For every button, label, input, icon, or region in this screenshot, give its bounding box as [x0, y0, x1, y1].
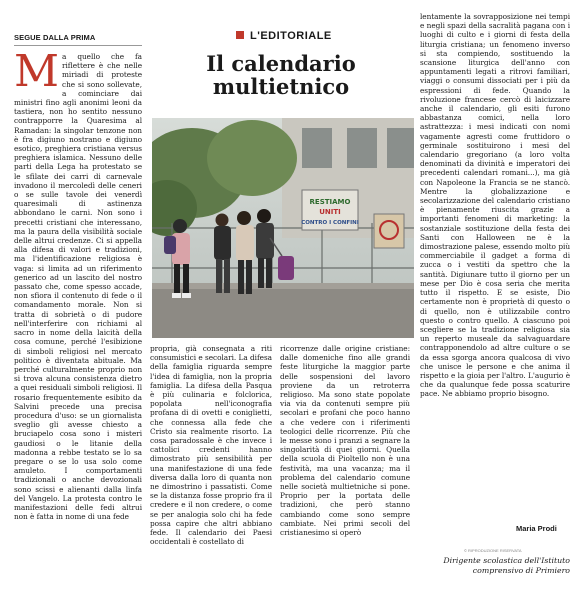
copyright-credit: © RIPRODUZIONE RISERVATA — [464, 548, 522, 553]
article-column-4 — [420, 12, 570, 399]
author-name: Maria Prodi — [516, 524, 557, 533]
svg-text:CONTRO I CONFINI: CONTRO I CONFINI — [301, 220, 359, 226]
svg-text:UNITI: UNITI — [319, 208, 341, 216]
title-line-1: Il calendario — [206, 51, 356, 76]
drop-cap: M — [14, 46, 60, 97]
kicker-square-icon — [236, 31, 244, 39]
kicker-label: L'EDITORIALE — [250, 30, 332, 42]
article-column-1 — [14, 46, 142, 522]
column-2-text: propria, già consegnata a riti consumistici e secolari. La difesa della famiglia riguarda sempre l'idea di famiglia, non la propria famiglia. La difesa della Pasqua è più culinaria e folclorica, popolata nell'iconografia profana di di ovetti e coniglietti, che connessa alla fede che Cristo sia realmente risorto. La cosa paradossale è che invece i cattolici credenti hanno dimostrato più sensibilità per una manifestazione di una fede diversa dalla loro di quanta non ne dimostrino i passatisti. Come se la distanza fosse proprio fra il credere e il non credere, o come se per analogia solo chi ha fede possa capire che altri abbiano fede. Il calendario dei Paesi occidentali è costellato di — [150, 344, 272, 547]
author-role: Dirigente scolastica dell'Istituto comprensivo di Primiero — [443, 556, 570, 575]
column-4-text: lentamente la sovrapposizione nei tempi e negli spazi della sacralità pagana con i luoghi di culto e i giorni di festa della liturgia cristiana; un fenomeno inverso si sta compiendo, sostituendo la scansione liturgica dell'anno con appuntamenti legati a ritrovi familiari, viaggi o consumi dissociati per i più da espressioni di fede. Quando la rivoluzione francese cercò di laicizzare anche il calendario, gli esiti furono abbastanza comici, nella loro astrattezza: i mesi indicati con nomi vagamente agresti come fruttidoro o germinale sostituirono i mesi del calendario gregoriano (a loro volta denominati da divinità e imperatori dei precedenti calendari romani...), ma già con Napoleone la Francia se ne stancò. Mentre la globalizzazione e secolarizzazione del calendario cristiano è pienamente riuscita grazie a importanti fenomeni di marketing: la sostanziale sostituzione della festa dei Santi con Halloween ne è la dimostrazione palese, essendo molto più commerciabile il gadget a forma di zucca o i vestiti da spettro che la santità. Digiunare tutto il giorno per un mese per Dio è cosa seria che merita tutto il rispetto. E se esiste, Dio certamente non è proprietà di questo o di quello, non è utilizzabile contro questo o contro quello. A ciascuno poi scegliere se la tradizione religiosa sia un reperto museale da salvaguardare contrapponendolo ad altre culture o se da essa sgorga ancora qualcosa di vivo che unisce le persone e che anima il rispetto e la gioia per l'altro. L'augurio è che da qualunque fede possa scaturire pace. Ne abbiamo proprio bisogno. — [420, 12, 570, 399]
column-3-text: ricorrenze dalle origine cristiane: dalle domeniche fino alle grandi feste liturgiche la maggior parte delle sospensioni del lavoro proviene da un retroterra religioso. Ma sono state popolate via via da contenuti sempre più secolari e profani che poco hanno a che vedere con i riferimenti teologici delle ricorrenze. Più che le messe sono i pranzi a segnare la singolarità di quei giorni. Quella della scuola di Pioltello non è una festività, ma una vacanza; ma il problema del calendario comune nelle società multietniche si pone. Proprio per la portata delle tradizioni, che però stanno cambiando come sono sempre cambiate. Nei primi secoli del cristianesimo si operò — [280, 344, 410, 538]
section-label: SEGUE DALLA PRIMA — [14, 33, 96, 42]
article-photo — [152, 118, 414, 338]
column-1-text: a quello che fa riflettere è che nelle miriadi di proteste che si sono sollevate, a cominciare dai ministri fino agli anonimi leoni da tastiera, non ho sentito nessuno contrapporre la Quaresima al Ramadan: la singolar tenzone non è fra digiuno nostrano e digiuno esotico, preghiera cristiana versus preghiera islamica. Nessuno delle parti della Lega ha protestato se le sfilate dei carri di carnevale invadono il mercoledì delle ceneri o se sulle tavole dei venerdì quaresimali di astinenza abbondano le carni. Non sono i precetti cristiani che interessano, ma la paura della visibilità sociale delle altrui credenze. Ci si appella alla difesa di valori e tradizioni, ma l'identificazione religiosa è vaga: si limita ad un riferimento generico ad un lascito del nostro passato che, come spesso accade, non sfiora il contenuto di fede o il comandamento morale. Non si tratta di sobrietà o di pudore nell'interferire con richiami al sacro in nome della laicità della cosa comune, perché l'esibizione di simboli religiosi nel mercato politico è diventata abituale. Ma perché culturalmente proprio non si trova alcuna consistenza dietro a quei residuali simboli religiosi. Il rosario frequentemente esibito da Salvini precede una precisa procedura d'uso: se un giornalista sveglio gli avesse chiesto a bruciapelo cosa sono i misteri gaudiosi o le litanie della madonna a rebbe testato se lo sa pregare o se lo usa solo come amuleto. I comportamenti tradizionali o anche devozionali sono scissi e alienanti dalla linfa del Vangelo. La protesta contro le manifestazioni delle fedi altrui non è fatta in nome di una fede — [14, 52, 142, 522]
article-column-3 — [280, 344, 410, 537]
article-column-2 — [150, 344, 272, 546]
students-protest-photo — [152, 118, 414, 338]
article-title — [150, 52, 412, 98]
kicker — [236, 30, 332, 42]
title-line-2: multietnico — [212, 74, 350, 99]
svg-text:RESTIAMO: RESTIAMO — [309, 198, 351, 206]
